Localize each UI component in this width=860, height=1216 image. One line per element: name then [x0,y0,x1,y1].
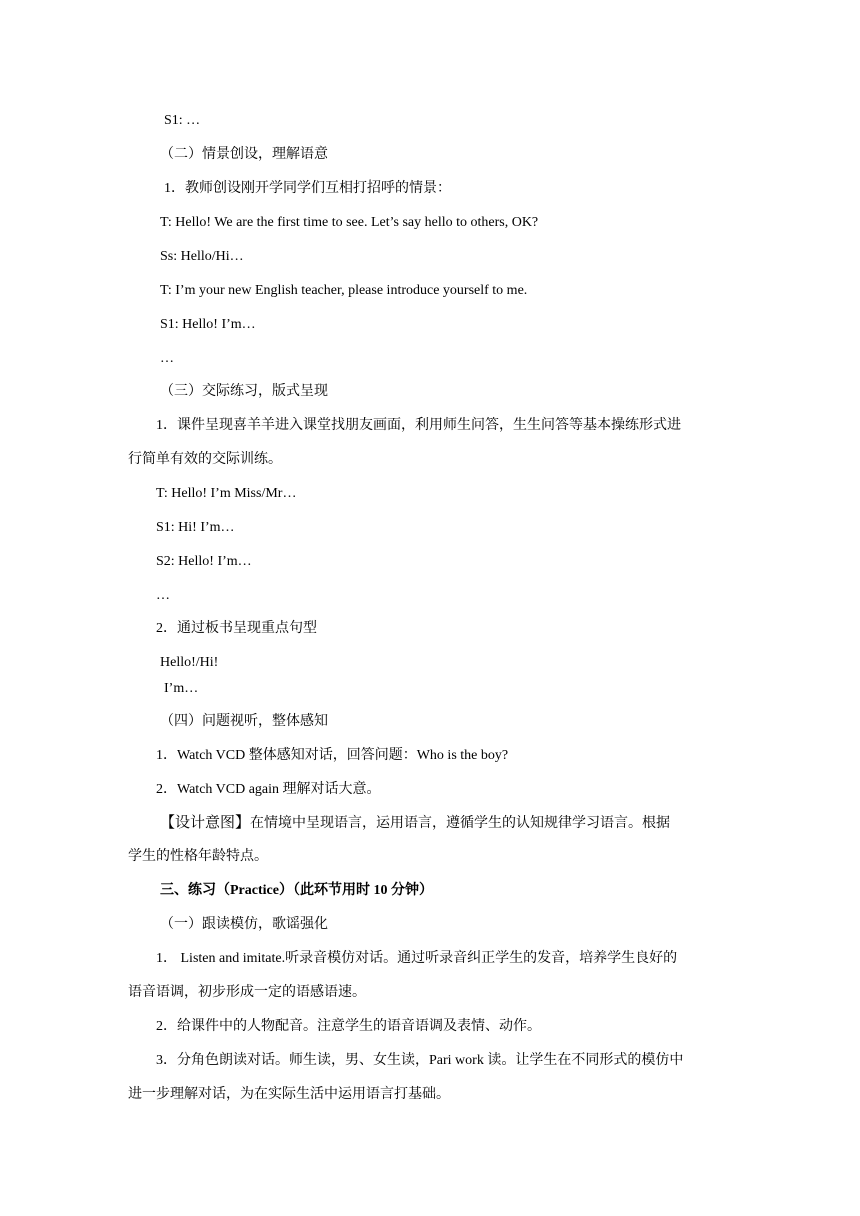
section-heading: （一）跟读模仿，歌谣强化 [160,917,328,932]
design-intent-text: 在情境中呈现语言，运用语言，遵循学生的认知规律学习语言。根据 [250,816,671,831]
paragraph: 进一步理解对话，为在实际生活中运用语言打基础。 [128,1087,450,1102]
paragraph: 1． Listen and imitate.听录音模仿对话。通过听录音纠正学生的发音，培养学生良好的 [156,951,678,966]
paragraph: 2．给课件中的人物配音。注意学生的语音语调及表情、动作。 [156,1019,541,1034]
paragraph: 1．Watch VCD 整体感知对话，回答问题：Who is the boy? [156,748,509,763]
paragraph: 语音语调，初步形成一定的语感语速。 [128,985,366,1000]
paragraph: 学生的性格年龄特点。 [128,849,268,864]
board-sentence: Hello!/Hi! [160,655,219,670]
ellipsis-line: … [160,351,174,366]
section-heading: （二）情景创设，理解语意 [160,147,328,162]
dialogue-line: S1: … [164,113,201,128]
paragraph: 2．Watch VCD again 理解对话大意。 [156,782,381,797]
section-heading: （四）问题视听，整体感知 [160,714,328,729]
ellipsis-line: … [156,588,170,603]
paragraph: 3．分角色朗读对话。师生读，男、女生读，Pari work 读。让学生在不同形式的模仿中 [156,1053,684,1068]
dialogue-line: S1: Hi! I’m… [156,520,235,535]
dialogue-line: T: I’m your new English teacher, please introduce yourself to me. [160,283,528,298]
dialogue-line: S1: Hello! I’m… [160,317,256,332]
dialogue-line: T: Hello! I’m Miss/Mr… [156,486,297,501]
paragraph: 2．通过板书呈现重点句型 [156,621,317,636]
dialogue-line: T: Hello! We are the first time to see. Let’s say hello to others, OK? [160,215,539,230]
paragraph: 行简单有效的交际训练。 [128,452,282,467]
paragraph: 1．教师创设刚开学同学们互相打招呼的情景： [164,181,451,196]
design-intent-line [160,814,670,833]
paragraph: 1．课件呈现喜羊羊进入课堂找朋友画面，利用师生问答，生生问答等基本操练形式进 [156,418,681,433]
design-intent-label: 【设计意图】 [160,815,251,831]
section-heading: （三）交际练习，版式呈现 [160,384,328,399]
chapter-heading: 三、练习（Practice）（此环节用时 10 分钟） [160,883,433,898]
dialogue-line: Ss: Hello/Hi… [160,249,244,264]
board-sentence: I’m… [164,681,199,696]
dialogue-line: S2: Hello! I’m… [156,554,252,569]
